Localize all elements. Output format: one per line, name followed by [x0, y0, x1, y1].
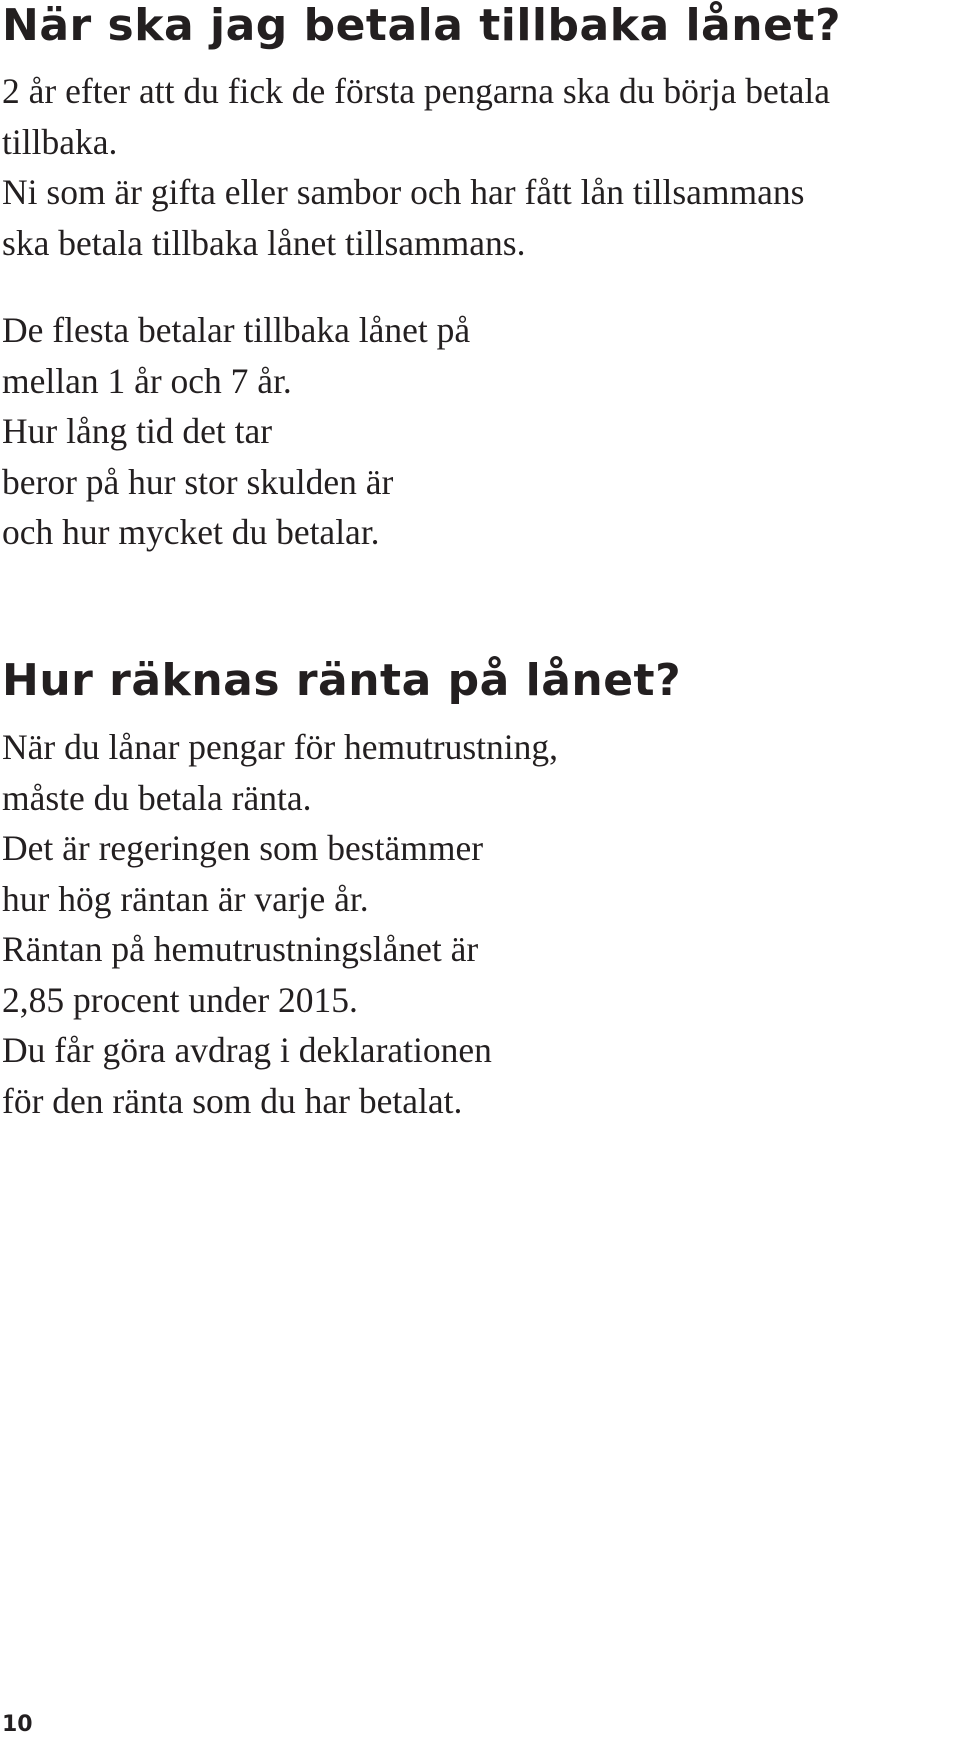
section-heading-repayment: När ska jag betala tillbaka lånet?	[2, 0, 841, 51]
text-line: mellan 1 år och 7 år.	[2, 360, 292, 401]
text-line: När du lånar pengar för hemutrustning,	[2, 727, 558, 767]
paragraph-interest	[2, 722, 558, 1126]
text-line: Det är regeringen som bestämmer	[2, 828, 484, 868]
text-line: hur hög räntan är varje år.	[2, 878, 369, 919]
text-line: för den ränta som du har betalat.	[2, 1080, 463, 1121]
text-line: Du får göra avdrag i deklarationen	[2, 1030, 492, 1070]
text-line: Ni som är gifta eller sambor och har fått lån tillsammans	[2, 172, 805, 212]
section-heading-interest: Hur räknas ränta på lånet?	[2, 655, 682, 706]
text-line: Räntan på hemutrustningslånet är	[2, 929, 479, 969]
text-line: och hur mycket du betalar.	[2, 512, 380, 552]
page-number: 10	[2, 1712, 33, 1737]
text-line: Hur lång tid det tar	[2, 411, 273, 451]
paragraph-repayment-duration	[2, 305, 470, 558]
text-line: tillbaka.	[2, 121, 118, 162]
text-line: måste du betala ränta.	[2, 777, 312, 818]
text-line: ska betala tillbaka lånet tillsammans.	[2, 222, 526, 263]
text-line: 2 år efter att du fick de första pengarna ska du börja betala	[2, 71, 830, 111]
text-line: De flesta betalar tillbaka lånet på	[2, 310, 471, 350]
text-line: 2,85 procent under 2015.	[2, 979, 358, 1020]
paragraph-repayment-start	[2, 66, 830, 268]
text-line: beror på hur stor skulden är	[2, 461, 394, 502]
